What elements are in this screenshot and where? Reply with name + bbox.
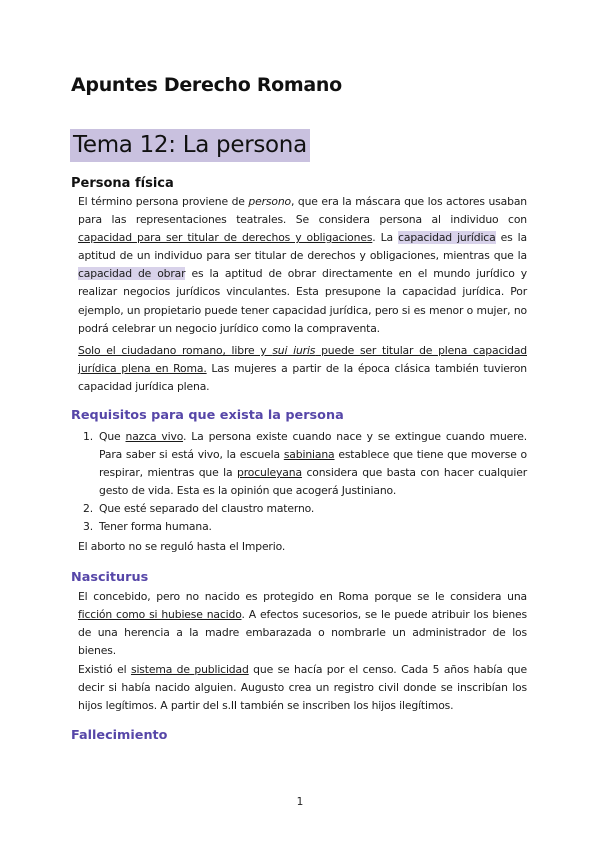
underlined-term: proculeyana bbox=[237, 466, 302, 480]
requisitos-list bbox=[78, 428, 527, 537]
section-heading-requisitos: Requisitos para que exista la persona bbox=[71, 408, 344, 423]
section-heading-nasciturus: Nasciturus bbox=[71, 570, 149, 585]
text-run: , que era la máscara que los actores usaban para las representaciones teatrales. Se considera persona al individuo con bbox=[78, 195, 527, 227]
paragraph-nasciturus bbox=[78, 588, 527, 660]
text-run: es la aptitud de un individuo para ser titular de derechos y obligaciones, mientras que la bbox=[78, 231, 527, 263]
text-run: considera que basta con hacer cualquier gesto de vida. Esta es la opinión que acogerá Justiniano. bbox=[99, 466, 527, 498]
list-item bbox=[78, 518, 527, 536]
list-number: 1. bbox=[83, 430, 94, 443]
list-number: 2. bbox=[83, 502, 94, 516]
text-run: que se hacía por el censo. Cada 5 años había que decir si había nacido alguien. Augusto crea un registro civil donde se inscribían los hijos legítimos. A partir del s.II también se inscriben los hijos ilegítimos. bbox=[78, 663, 527, 713]
list-number: 3. bbox=[83, 520, 94, 534]
underlined-term: sistema de publicidad bbox=[130, 663, 249, 676]
list-item-text: Tener forma humana. bbox=[99, 520, 212, 534]
section-heading-fallecimiento: Fallecimiento bbox=[71, 728, 168, 743]
page-number: 1 bbox=[296, 796, 304, 808]
text-run: Las mujeres a partir de la época clásica también tuvieron capacidad jurídica plena. bbox=[78, 362, 527, 394]
text-run: El término persona proviene de bbox=[78, 195, 249, 208]
text-run-italic: persono bbox=[248, 195, 291, 208]
list-item bbox=[78, 428, 527, 500]
text-run: es la aptitud de obrar directamente en el mundo jurídico y realizar negocios jurídicos vinculantes. Esta presupone la capacidad jurídica. Por ejemplo, un propietario puede tener capacidad jurídica, pero si es menor o mujer, no podrá celebrar un negocio jurídico como la compraventa. bbox=[78, 267, 527, 335]
paragraph-persona-definition bbox=[78, 193, 527, 338]
underlined-term: nazca vivo bbox=[125, 430, 184, 443]
underlined-term-italic: sui iuris bbox=[272, 344, 316, 357]
underlined-term: ficción como si hubiese nacido bbox=[78, 608, 242, 622]
underlined-term: capacidad para ser titular de derechos y obligaciones bbox=[78, 231, 373, 245]
list-item-text: Que esté separado del claustro materno. bbox=[99, 502, 315, 516]
paragraph-ciudadano-romano bbox=[78, 342, 527, 396]
section-heading-persona-fisica: Persona física bbox=[71, 176, 174, 191]
text-run: establece que tiene que moverse o respirar, mientras que la bbox=[99, 448, 527, 480]
list-item bbox=[78, 500, 527, 518]
text-run: El concebido, pero no nacido es protegido en Roma porque se le considera una bbox=[78, 590, 527, 603]
topic-heading: Tema 12: La persona bbox=[70, 129, 310, 162]
text-run: . A efectos sucesorios, se le puede atribuir los bienes de una herencia a la madre embarazada o nombrarle un administrador de los bienes. bbox=[78, 608, 527, 658]
paragraph-publicidad bbox=[78, 661, 527, 715]
underlined-term: Solo el ciudadano romano, libre y bbox=[78, 344, 273, 357]
highlighted-term: capacidad jurídica bbox=[398, 231, 496, 245]
text-run: . La bbox=[372, 231, 399, 245]
underlined-term: puede ser titular de plena capacidad jurídica plena en Roma. bbox=[78, 344, 527, 376]
underlined-term: sabiniana bbox=[283, 448, 335, 462]
highlighted-term: capacidad de obrar bbox=[78, 267, 186, 281]
paragraph-aborto-note: El aborto no se reguló hasta el Imperio. bbox=[78, 540, 286, 553]
text-run: Que bbox=[99, 430, 126, 443]
text-run: . La persona existe cuando nace y se extingue cuando muere. Para saber si está vivo, la escuela bbox=[99, 430, 527, 462]
document-title: Apuntes Derecho Romano bbox=[71, 74, 342, 96]
text-run: Existió el bbox=[78, 663, 131, 676]
